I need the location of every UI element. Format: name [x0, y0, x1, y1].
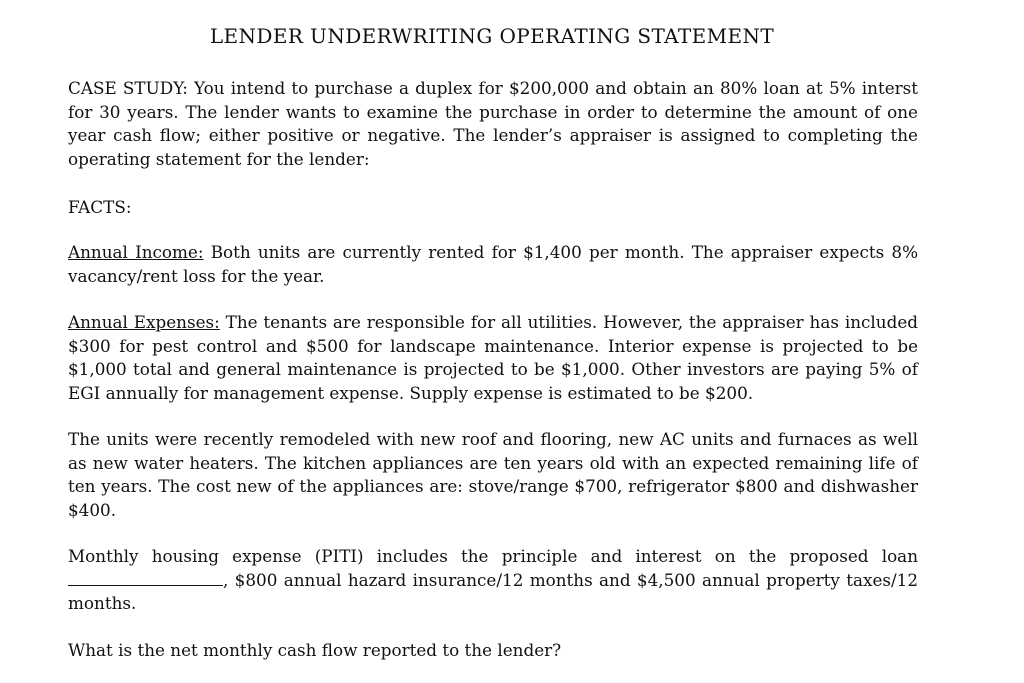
annual-income-label: Annual Income: — [68, 242, 204, 262]
annual-income-text: Both units are currently rented for $1,400 per month. The appraiser expects 8% vacancy/rent loss for the year. — [68, 242, 919, 286]
annual-expenses-label: Annual Expenses: — [68, 312, 220, 332]
remodel-paragraph: The units were recently remodeled with new roof and flooring, new AC units and furnaces as well as new water heaters. The kitchen appliances are ten years old with an expected remaining life of ten years. The cost new of the appliances are: stove/range $700, refrigerator $800 and dishwasher $400. — [68, 429, 918, 520]
loan-blank-line — [68, 571, 223, 586]
piti-text-before: Monthly housing expense (PITI) includes the principle and interest on the proposed loan — [68, 546, 918, 566]
piti-text-after: , $800 annual hazard insurance/12 months and $4,500 annual property taxes/12 months. — [68, 569, 918, 613]
annual-expenses-paragraph — [68, 311, 918, 405]
case-study-paragraph: CASE STUDY: You intend to purchase a duplex for $200,000 and obtain an 80% loan at 5% interst for 30 years. The lender wants to examine the purchase in order to determine the amount of one year cash flow; either positive or negative. The lender’s appraiser is assigned to completing the operating statement for the lender: — [68, 78, 918, 169]
document-title: LENDER UNDERWRITING OPERATING STATEMENT — [209, 24, 775, 48]
question-paragraph: What is the net monthly cash flow reported to the lender? — [68, 640, 562, 660]
annual-expenses-text: The tenants are responsible for all utilities. However, the appraiser has included $300 for pest control and $500 for landscape maintenance. Interior expense is projected to be $1,000 total and general maintenance is projected to be $1,000. Other investors are paying 5% of EGI annually for management expense. Supply expense is estimated to be $200. — [68, 312, 918, 403]
facts-heading: FACTS: — [68, 197, 132, 217]
annual-income-paragraph — [68, 241, 918, 288]
piti-paragraph — [68, 545, 918, 616]
